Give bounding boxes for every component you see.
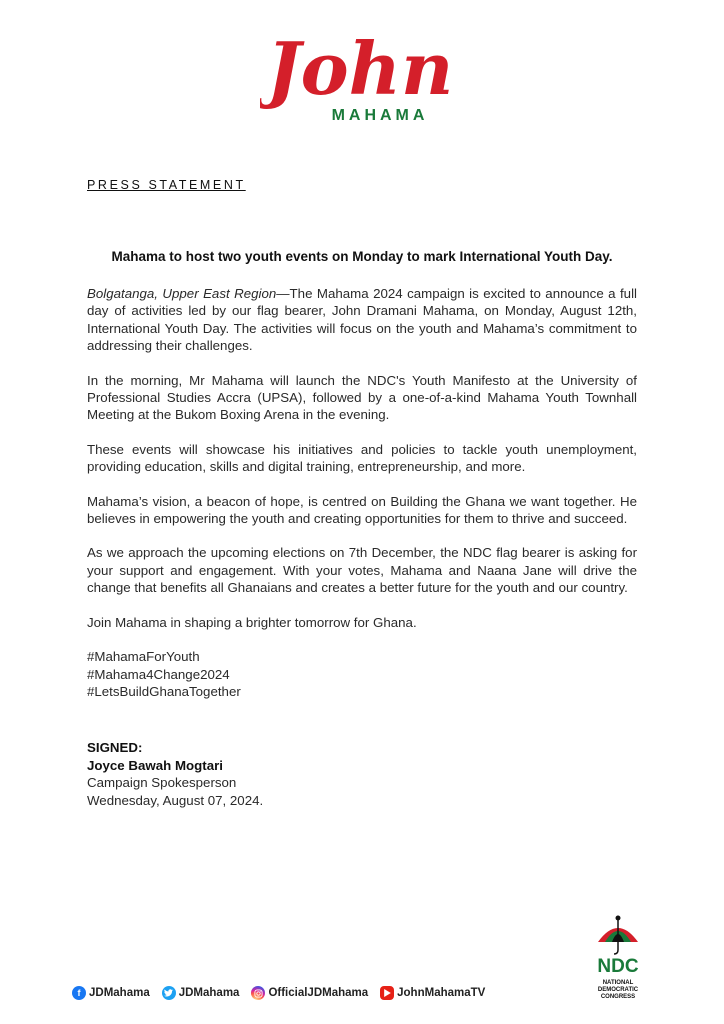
paragraph-3: These events will showcase his initiatives and policies to tackle youth unemployment, providing education, skills and digital training, entrepreneurship, and more. (87, 441, 637, 475)
facebook-handle: JDMahama (89, 987, 150, 999)
hashtag: #LetsBuildGhanaTogether (87, 683, 241, 699)
statement-body (87, 285, 637, 809)
john-mahama-logo (260, 22, 460, 132)
hashtag: #Mahama4Change2024 (87, 666, 230, 682)
facebook-icon: f (72, 986, 86, 1000)
paragraph-4: Mahama’s vision, a beacon of hope, is centred on Building the Ghana we want together. He believes in empowering the youth and creating opportunities for them to thrive and succeed. (87, 493, 637, 527)
instagram-handle: OfficialJDMahama (268, 987, 369, 999)
dateline-place: Bolgatanga, Upper East Region (87, 286, 277, 301)
paragraph-6: Join Mahama in shaping a brighter tomorrow for Ghana. (87, 614, 417, 630)
signed-label: SIGNED: (87, 740, 143, 756)
paragraph-1 (87, 285, 637, 355)
statement-date: Wednesday, August 07, 2024. (87, 792, 264, 808)
ndc-logo (583, 912, 653, 1007)
signer-name: Joyce Bawah Mogtari (87, 757, 223, 773)
logo-sub-name: MAHAMA (331, 107, 429, 124)
paragraph-5: As we approach the upcoming elections on 7th December, the NDC flag bearer is asking for your support and engagement. With your votes, Mahama and Naana Jane will drive the change that benefits all Ghanaians and creates a better future for the youth and our country. (87, 545, 637, 596)
social-facebook[interactable] (72, 986, 150, 1000)
hashtag-list (87, 648, 637, 700)
ndc-line-3: CONGRESS (600, 994, 636, 1000)
paragraph-2: In the morning, Mr Mahama will launch the NDC's Youth Manifesto at the University of Professional Studies Accra (UPSA), followed by a one-of-a-kind Mahama Youth Townhall Meeting at the Bukom Boxing Arena in the evening. (87, 372, 637, 423)
statement-title: Mahama to host two youth events on Monday to mark International Youth Day. (111, 249, 613, 264)
youtube-icon (380, 986, 394, 1000)
twitter-icon (162, 986, 176, 1000)
signer-role: Campaign Spokesperson (87, 775, 237, 791)
paragraph-1-text: —The Mahama 2024 campaign is excited to announce a full day of activities led by our flag bearer, John Dramani Mahama, on Monday, August 12th, International Youth Day. The activities will focus on the youth and Mahama’s commitment to addressing their challenges. (87, 286, 637, 354)
press-statement-heading: PRESS STATEMENT (87, 178, 246, 192)
ndc-line-1: NATIONAL (602, 980, 634, 986)
social-instagram[interactable] (251, 986, 368, 1000)
youtube-handle: JohnMahamaTV (397, 987, 486, 999)
umbrella-icon (598, 916, 638, 955)
logo-script-name: John (266, 26, 454, 111)
social-youtube[interactable] (380, 986, 485, 1000)
social-twitter[interactable] (162, 986, 240, 1000)
ndc-line-2: DEMOCRATIC (597, 987, 639, 993)
social-handles (72, 986, 497, 1000)
twitter-handle: JDMahama (178, 987, 240, 999)
ndc-acronym: NDC (597, 956, 639, 977)
hashtag: #MahamaForYouth (87, 649, 200, 665)
instagram-icon (251, 986, 265, 1000)
